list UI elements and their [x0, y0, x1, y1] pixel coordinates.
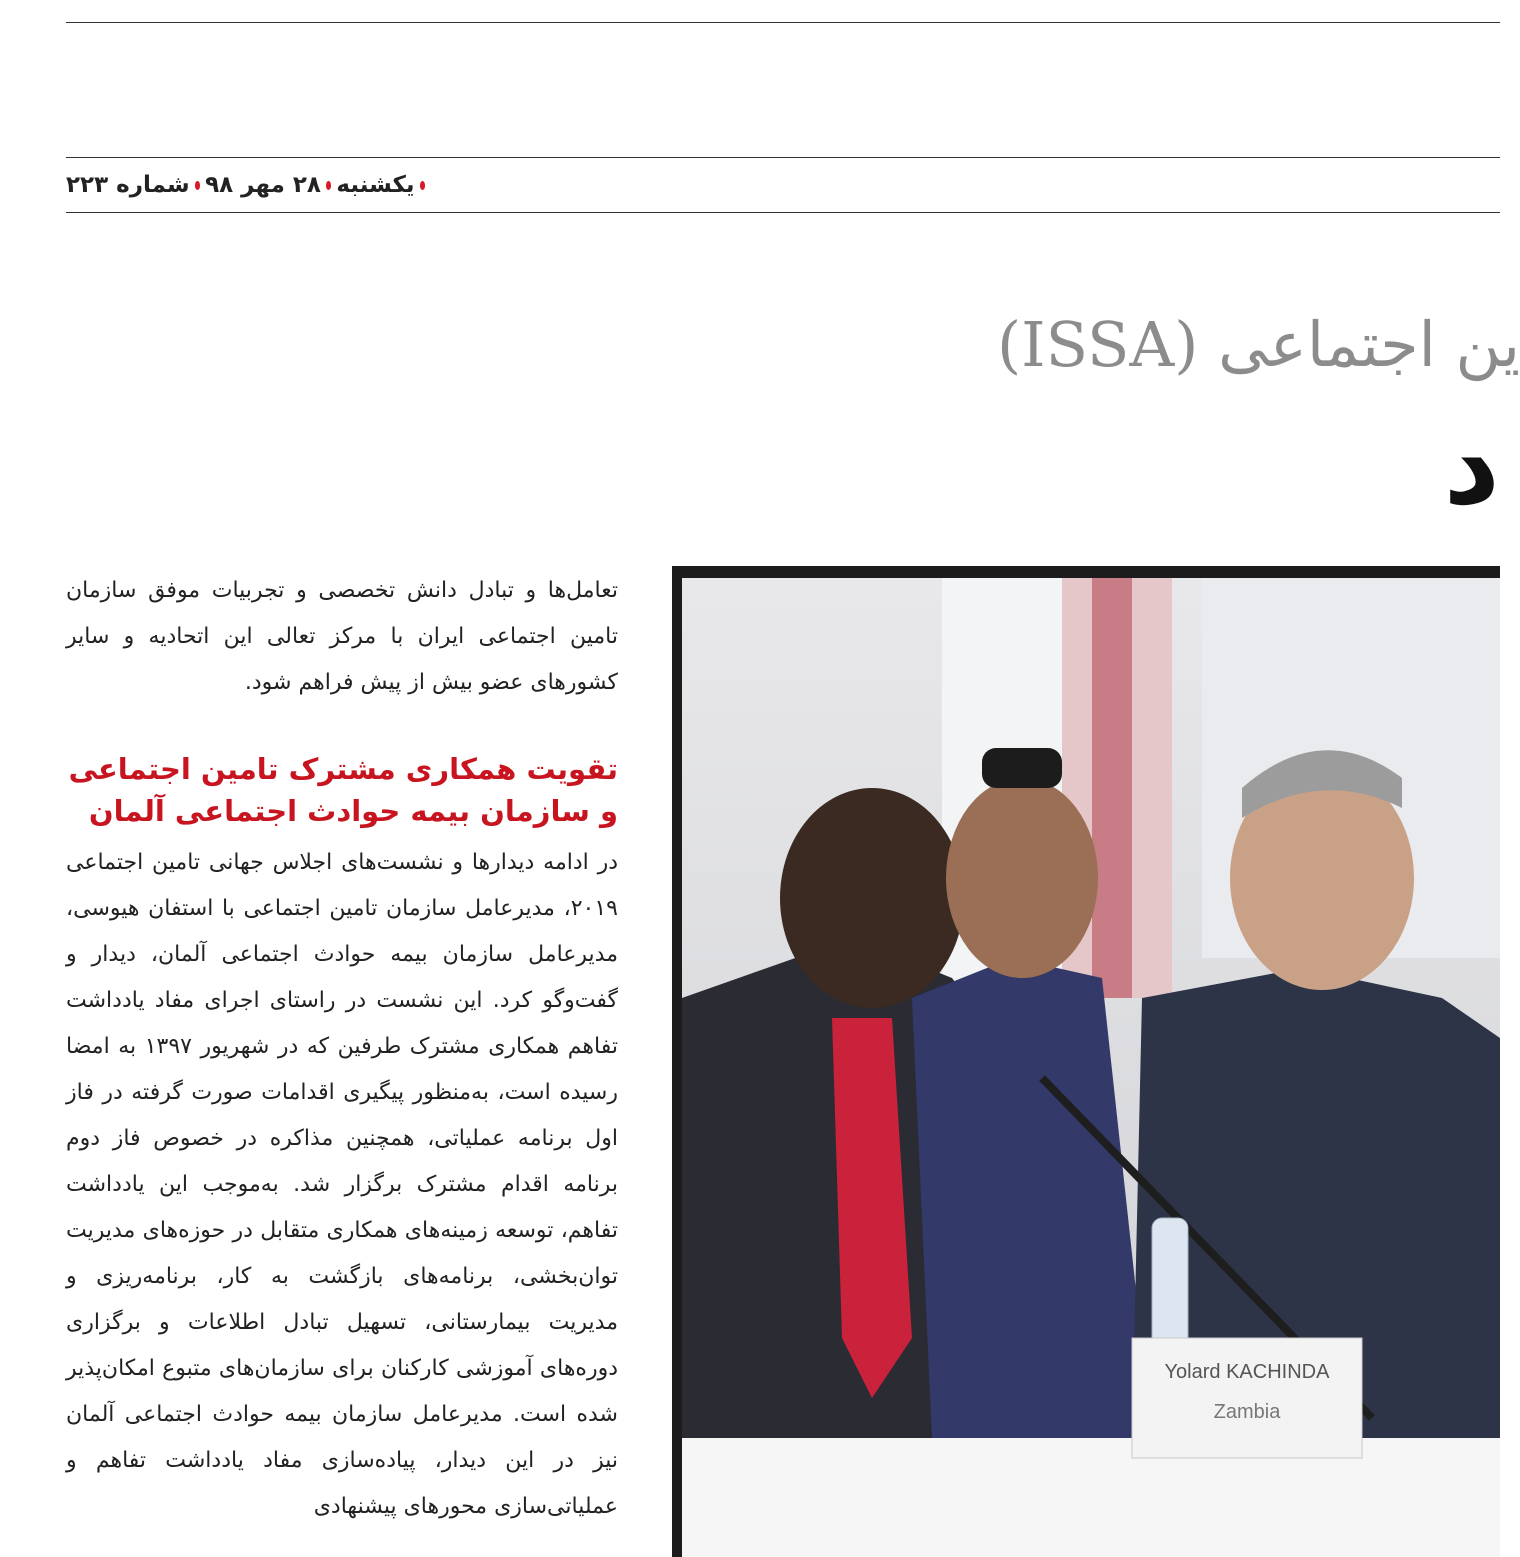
conference-photo — [682, 578, 1500, 1557]
dateline-issue: شماره ۲۲۳ — [66, 172, 190, 198]
article-body: در ادامه دیدارها و نشست‌های اجلاس جهانی تامین اجتماعی ۲۰۱۹، مدیرعامل سازمان تامین اجتماعی با استفان هیوسی، مدیرعامل سازمان بیمه حوادث اجتماعی آلمان، دیدار و گفت‌وگو کرد. این نشست در راستای اجرای مفاد یادداشت تفاهم همکاری مشترک طرفین که در شهریور ۱۳۹۷ به امضا رسیده است، به‌منظور پیگیری اقدامات صورت گرفته در فاز اول برنامه عملیاتی، همچنین مذاکره در خصوص فاز دوم برنامه اقدام مشترک برگزار شد. به‌موجب این یادداشت تفاهم، توسعه زمینه‌های همکاری متقابل در حوزه‌های مدیریت توان‌بخشی، برنامه‌های بازگشت به کار، برنامه‌ریزی و مدیریت بیمارستانی، تسهیل تبادل اطلاعات و برگزاری دوره‌های آموزشی کارکنان برای سازمان‌های متبوع امکان‌پذیر شده است. مدیرعامل سازمان بیمه حوادث اجتماعی آلمان نیز در این دیدار، پیاده‌سازی مفاد یادداشت تفاهم و عملیاتی‌سازی محورهای پیشنهادی — [66, 850, 618, 1519]
bullet-icon — [326, 181, 331, 190]
header-rule-upper — [66, 157, 1500, 158]
bullet-icon — [420, 181, 425, 190]
dateline — [66, 166, 430, 204]
nameplate-country: Zambia — [1213, 1401, 1281, 1423]
nameplate-name: Yolard KACHINDA — [1164, 1361, 1330, 1383]
headline-main: د — [1443, 401, 1500, 529]
dateline-day: یکشنبه — [336, 172, 415, 198]
article-subhead: تقویت همکاری مشترک تامین اجتماعی و سازمان بیمه حوادث اجتماعی آلمان — [68, 752, 618, 828]
dateline-date: ۲۸ مهر ۹۸ — [205, 172, 321, 198]
headline-subtitle: ین اجتماعی (ISSA) — [996, 308, 1520, 381]
bullet-icon — [195, 181, 200, 190]
top-rule — [66, 22, 1500, 23]
header-rule-lower — [66, 212, 1500, 213]
article-intro: تعامل‌ها و تبادل دانش تخصصی و تجربیات موفق سازمان تامین اجتماعی ایران با مرکز تعالی این اتحادیه و سایر کشورهای عضو بیش از پیش فراهم شود. — [66, 578, 618, 695]
article-photo — [672, 566, 1500, 1557]
